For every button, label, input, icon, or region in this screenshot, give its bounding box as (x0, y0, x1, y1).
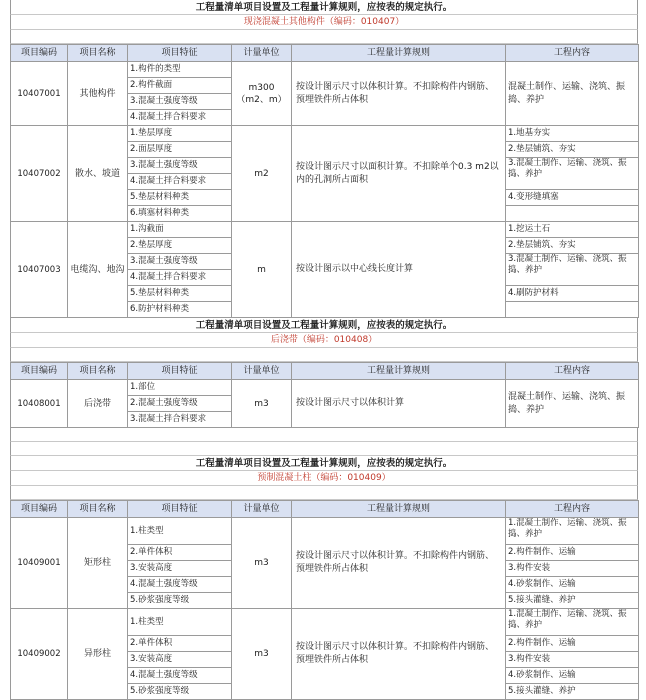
col-header-features: 项目特征 (128, 45, 232, 62)
work-cell: 3.混凝土制作、运输、浇筑、振捣、养护 (506, 158, 639, 190)
unit-cell: m3 (232, 380, 292, 428)
work-cell: 3.构件安装 (506, 652, 639, 668)
feature-cell: 3.混凝土强度等级 (128, 254, 232, 270)
unit-cell: m300（m2、m） (232, 62, 292, 126)
item-code: 10407001 (11, 62, 68, 126)
col-header-unit: 计量单位 (232, 501, 292, 518)
feature-cell: 4.混凝土拌合料要求 (128, 270, 232, 286)
feature-cell: 2.面层厚度 (128, 142, 232, 158)
work-cell: 2.构件制作、运输 (506, 545, 639, 561)
feature-cell: 4.混凝土拌合料要求 (128, 174, 232, 190)
col-header-rule: 工程量计算规则 (292, 501, 506, 518)
item-name: 后浇带 (68, 380, 128, 428)
work-cell-empty (506, 302, 639, 318)
blank-row (10, 348, 638, 362)
table-header-row (11, 363, 639, 380)
work-cell: 3.构件安装 (506, 561, 639, 577)
col-header-work: 工程内容 (506, 45, 639, 62)
table-row (11, 518, 639, 545)
feature-cell: 1.柱类型 (128, 518, 232, 545)
work-cell: 混凝土制作、运输、浇筑、振捣、养护 (506, 62, 639, 126)
feature-cell: 1.垫层厚度 (128, 126, 232, 142)
item-name: 矩形柱 (68, 518, 128, 609)
section-table (10, 362, 639, 428)
blank-row (10, 428, 638, 442)
blank-row (10, 486, 638, 500)
col-header-unit: 计量单位 (232, 363, 292, 380)
blank-row (10, 30, 638, 44)
feature-cell: 3.混凝土强度等级 (128, 94, 232, 110)
work-cell: 1.混凝土制作、运输、浇筑、振捣、养护 (506, 518, 639, 545)
col-header-work: 工程内容 (506, 363, 639, 380)
work-cell: 5.接头灌缝、养护 (506, 684, 639, 700)
section-title: 现浇混凝土其他构件（编码：010407） (10, 15, 638, 30)
work-cell: 1.挖运土石 (506, 222, 639, 238)
item-name: 异形柱 (68, 609, 128, 700)
table-row (11, 609, 639, 636)
work-cell: 1.地基夯实 (506, 126, 639, 142)
feature-cell: 1.构件的类型 (128, 62, 232, 78)
work-cell: 4.变形缝填塞 (506, 190, 639, 206)
quantity-sheet (10, 0, 638, 700)
item-code: 10408001 (11, 380, 68, 428)
col-header-features: 项目特征 (128, 363, 232, 380)
feature-cell: 1.部位 (128, 380, 232, 396)
work-cell: 1.混凝土制作、运输、浇筑、振捣、养护 (506, 609, 639, 636)
col-header-name: 项目名称 (68, 45, 128, 62)
feature-cell: 6.防护材料种类 (128, 302, 232, 318)
table-row (11, 380, 639, 396)
item-code: 10407002 (11, 126, 68, 222)
feature-cell: 5.砂浆强度等级 (128, 684, 232, 700)
item-code: 10409001 (11, 518, 68, 609)
feature-cell: 3.混凝土强度等级 (128, 158, 232, 174)
feature-cell: 1.沟截面 (128, 222, 232, 238)
header-note: 工程量清单项目设置及工程量计算规则，应按表的规定执行。 (10, 0, 638, 15)
item-code: 10409002 (11, 609, 68, 700)
work-cell: 4.砂浆制作、运输 (506, 577, 639, 593)
feature-cell: 3.混凝土拌合料要求 (128, 412, 232, 428)
feature-cell: 4.混凝土拌合料要求 (128, 110, 232, 126)
work-cell: 2.垫层铺筑、夯实 (506, 238, 639, 254)
feature-cell: 5.垫层材料种类 (128, 190, 232, 206)
header-note: 工程量清单项目设置及工程量计算规则，应按表的规定执行。 (10, 318, 638, 333)
col-header-name: 项目名称 (68, 501, 128, 518)
feature-cell: 3.安装高度 (128, 652, 232, 668)
rule-cell: 按设计图示尺寸以体积计算。不扣除构件内钢筋、预埋铁件所占体积 (292, 518, 506, 609)
feature-cell: 2.混凝土强度等级 (128, 396, 232, 412)
blank-row (10, 442, 638, 456)
rule-cell: 按设计图示以中心线长度计算 (292, 222, 506, 318)
work-cell: 2.垫层铺筑、夯实 (506, 142, 639, 158)
feature-cell: 1.柱类型 (128, 609, 232, 636)
unit-cell: m3 (232, 518, 292, 609)
header-note: 工程量清单项目设置及工程量计算规则，应按表的规定执行。 (10, 456, 638, 471)
item-code: 10407003 (11, 222, 68, 318)
unit-cell: m (232, 222, 292, 318)
work-cell: 5.接头灌缝、养护 (506, 593, 639, 609)
feature-cell: 2.单件体积 (128, 636, 232, 652)
work-cell: 4.砂浆制作、运输 (506, 668, 639, 684)
work-cell: 混凝土制作、运输、浇筑、振捣、养护 (506, 380, 639, 428)
section-title: 预制混凝土柱（编码：010409） (10, 471, 638, 486)
work-cell: 3.混凝土制作、运输、浇筑、振捣、养护 (506, 254, 639, 286)
feature-cell: 5.砂浆强度等级 (128, 593, 232, 609)
unit-cell: m3 (232, 609, 292, 700)
item-name: 电缆沟、地沟 (68, 222, 128, 318)
work-cell-empty (506, 206, 639, 222)
rule-cell: 按设计图示尺寸以面积计算。不扣除单个0.3 m2以内的孔洞所占面积 (292, 126, 506, 222)
feature-cell: 2.单件体积 (128, 545, 232, 561)
unit-cell: m2 (232, 126, 292, 222)
section-table (10, 500, 639, 700)
col-header-features: 项目特征 (128, 501, 232, 518)
feature-cell: 4.混凝土强度等级 (128, 577, 232, 593)
feature-cell: 5.垫层材料种类 (128, 286, 232, 302)
rule-cell: 按设计图示尺寸以体积计算 (292, 380, 506, 428)
col-header-rule: 工程量计算规则 (292, 363, 506, 380)
feature-cell: 6.填塞材料种类 (128, 206, 232, 222)
col-header-unit: 计量单位 (232, 45, 292, 62)
table-row (11, 222, 639, 238)
table-header-row (11, 45, 639, 62)
col-header-code: 项目编码 (11, 501, 68, 518)
work-cell: 4.刷防护材料 (506, 286, 639, 302)
table-header-row (11, 501, 639, 518)
col-header-rule: 工程量计算规则 (292, 45, 506, 62)
rule-cell: 按设计图示尺寸以体积计算。不扣除构件内钢筋、预埋铁件所占体积 (292, 609, 506, 700)
col-header-name: 项目名称 (68, 363, 128, 380)
feature-cell: 4.混凝土强度等级 (128, 668, 232, 684)
item-name: 其他构件 (68, 62, 128, 126)
col-header-code: 项目编码 (11, 363, 68, 380)
rule-cell: 按设计图示尺寸以体积计算。不扣除构件内钢筋、预埋铁件所占体积 (292, 62, 506, 126)
table-row (11, 126, 639, 142)
col-header-work: 工程内容 (506, 501, 639, 518)
table-row (11, 62, 639, 78)
feature-cell: 2.构件截面 (128, 78, 232, 94)
work-cell: 2.构件制作、运输 (506, 636, 639, 652)
section-title: 后浇带（编码：010408） (10, 333, 638, 348)
feature-cell: 3.安装高度 (128, 561, 232, 577)
feature-cell: 2.垫层厚度 (128, 238, 232, 254)
section-table (10, 44, 639, 318)
item-name: 散水、坡道 (68, 126, 128, 222)
col-header-code: 项目编码 (11, 45, 68, 62)
